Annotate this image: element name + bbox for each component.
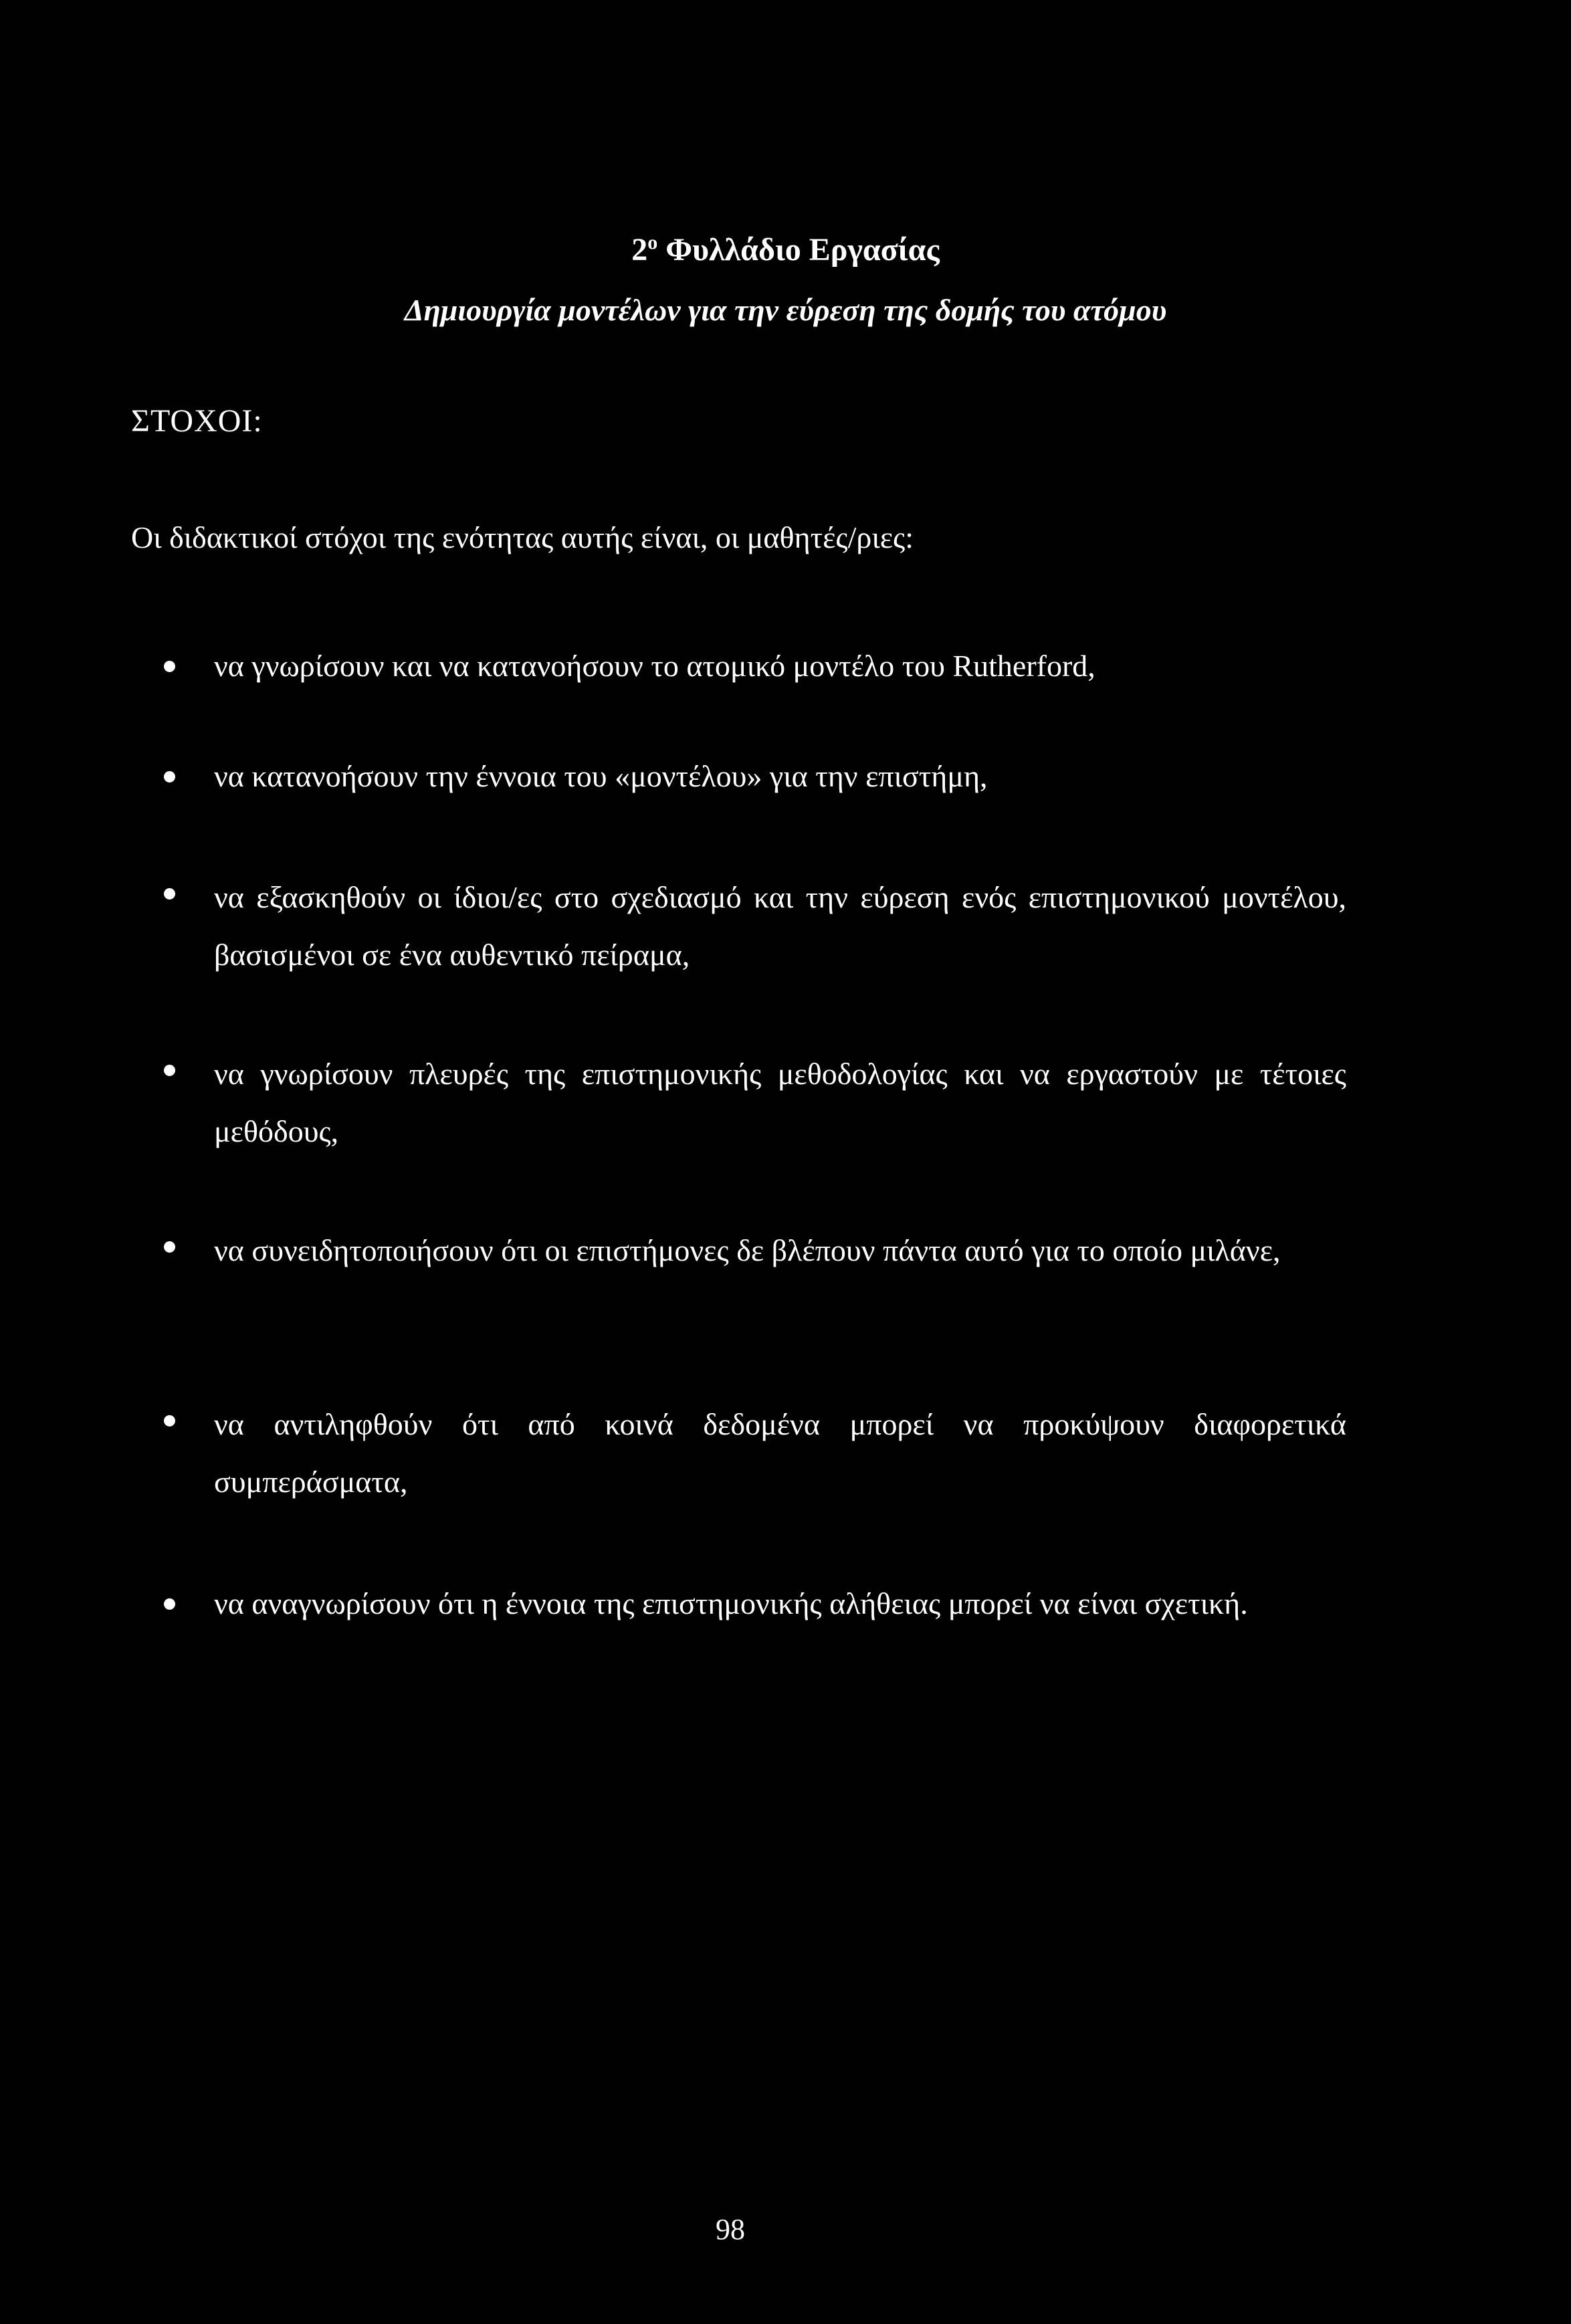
page-number: 98 [716, 2213, 745, 2246]
bullet-icon [164, 771, 175, 782]
goal-text: να συνειδητοποιήσουν ότι οι επιστήμονες δε βλέπουν πάντα αυτό για το οποίο μιλάνε, [214, 1233, 1281, 1267]
goal-item [164, 752, 1346, 801]
worksheet-number-ordinal: ο [647, 231, 658, 253]
goal-text: να αντιληφθούν ότι από κοινά δεδομένα μπορεί να προκύψουν διαφορετικά συμπεράσματα, [214, 1407, 1346, 1499]
goal-item [164, 1050, 1346, 1160]
bullet-icon [164, 1598, 175, 1610]
goal-text: να γνωρίσουν και να κατανοήσουν το ατομικό μοντέλο του Rutherford, [214, 649, 1095, 683]
worksheet-title-text: Φυλλάδιο Εργασίας [665, 232, 940, 268]
bullet-icon [164, 888, 175, 900]
goal-item [164, 1400, 1346, 1511]
goals-heading: ΣΤΟΧΟΙ: [131, 403, 263, 439]
goal-text: να εξασκηθούν οι ίδιοι/ες στο σχεδιασμό και την εύρεση ενός επιστημονικού μοντέλου, βασισμένοι σε ένα αυθεντικό πείραμα, [214, 880, 1346, 972]
bullet-icon [164, 1065, 175, 1076]
worksheet-subtitle: Δημιουργία μοντέλων για την εύρεση της δομής του ατόμου [404, 293, 1167, 327]
worksheet-number: 2 [631, 232, 648, 268]
bullet-icon [164, 1241, 175, 1253]
bullet-icon [164, 1415, 175, 1427]
goal-item [164, 642, 1346, 690]
goal-item [164, 1580, 1346, 1628]
goal-text: να γνωρίσουν πλευρές της επιστημονικής μεθοδολογίας και να εργαστούν με τέτοιες μεθόδους, [214, 1057, 1346, 1148]
goals-intro: Οι διδακτικοί στόχοι της ενότητας αυτής είναι, οι μαθητές/ριες: [131, 520, 914, 554]
goal-text: να κατανοήσουν την έννοια του «μοντέλου» για την επιστήμη, [214, 759, 988, 793]
goal-item [164, 1227, 1346, 1279]
worksheet-title [0, 226, 1571, 274]
bullet-icon [164, 661, 175, 672]
goal-text: να αναγνωρίσουν ότι η έννοια της επιστημονικής αλήθειας μπορεί να είναι σχετική. [214, 1586, 1248, 1620]
goal-item [164, 873, 1346, 984]
